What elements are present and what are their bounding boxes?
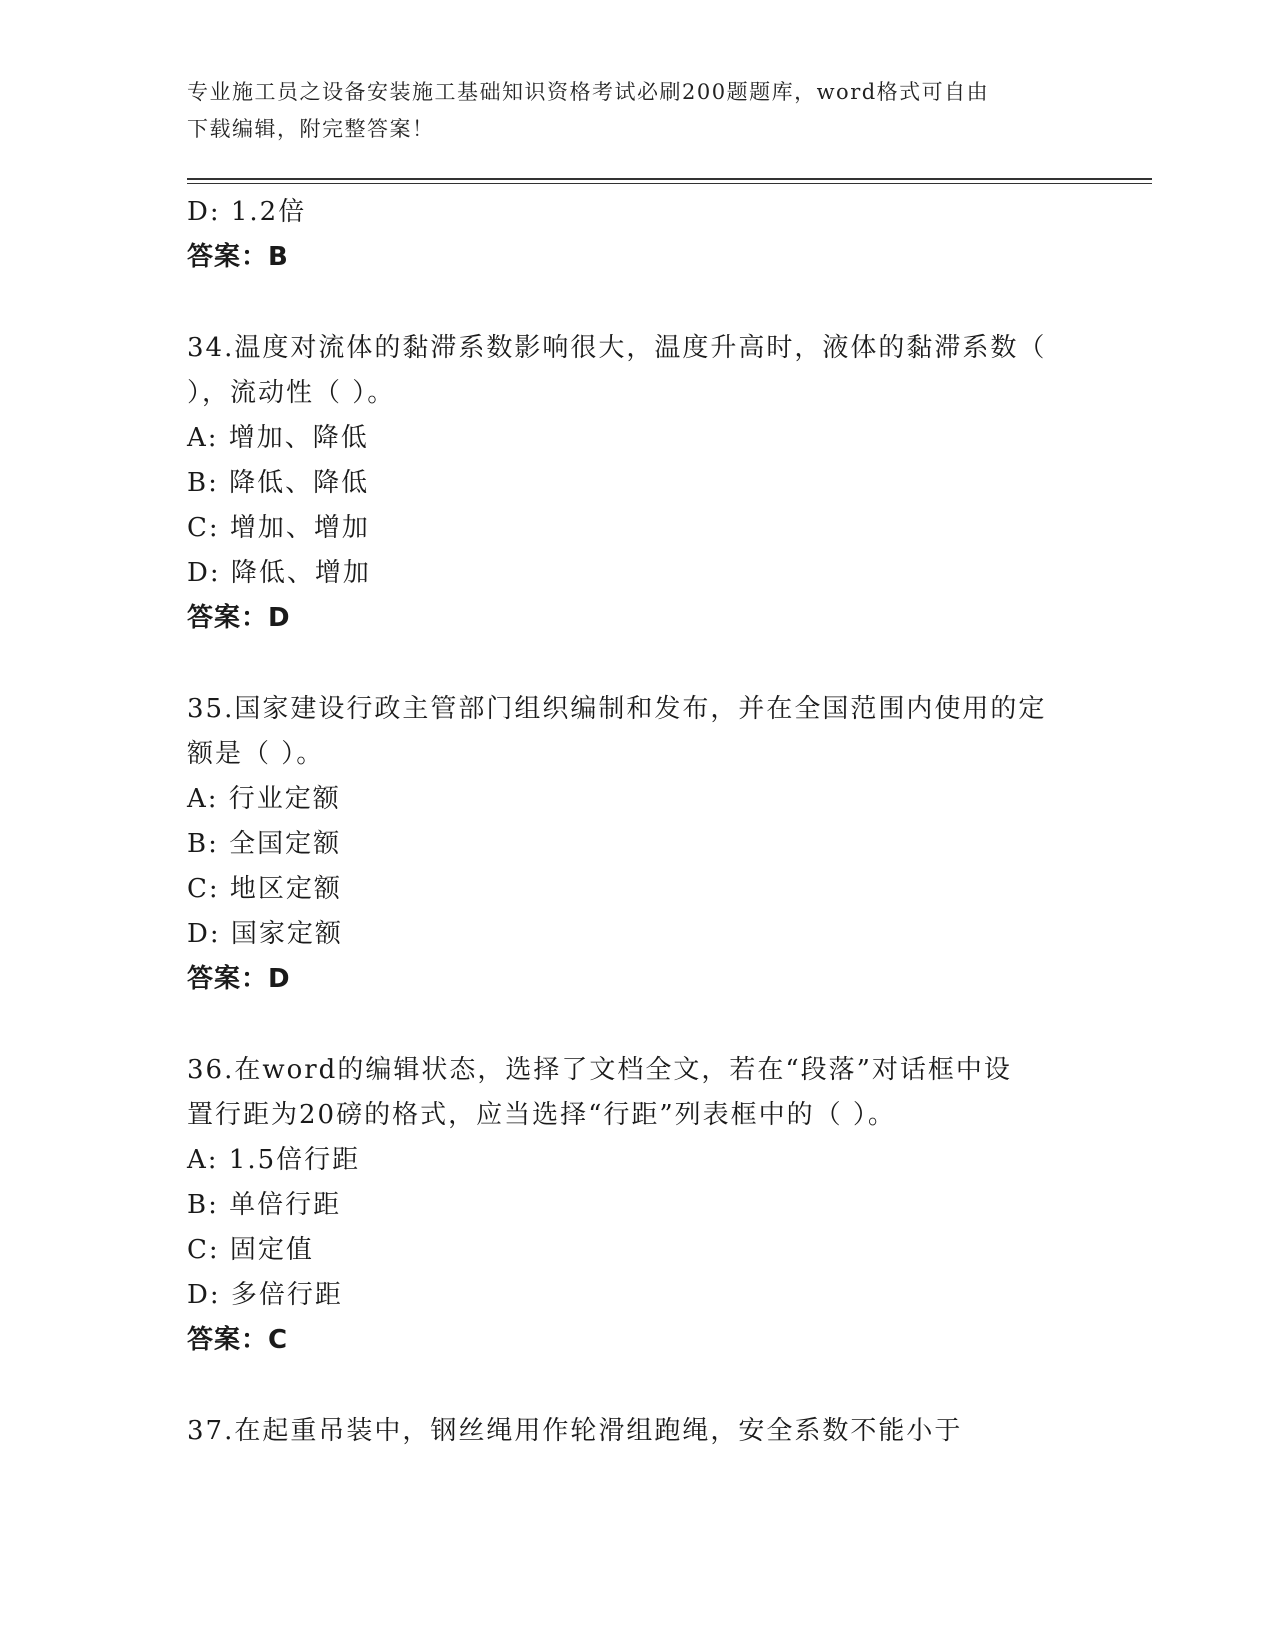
question-36-option-b: B: 单倍行距	[187, 1190, 342, 1220]
question-34-stem-1: 34.温度对流体的黏滞系数影响很大，温度升高时，液体的黏滞系数（	[187, 333, 1047, 363]
question-36-option-a: A: 1.5倍行距	[187, 1145, 361, 1175]
question-36-option-d: D: 多倍行距	[187, 1280, 343, 1310]
question-35-stem-1: 35.国家建设行政主管部门组织编制和发布，并在全国范围内使用的定	[187, 694, 1047, 724]
question-35-answer: 答案：D	[187, 964, 291, 994]
question-37	[187, 1409, 1087, 1454]
document-header	[187, 74, 1067, 148]
question-36-option-c: C: 固定值	[187, 1235, 314, 1265]
question-34-option-b: B: 降低、降低	[187, 468, 370, 498]
question-34-stem-2: ），流动性（ ）。	[187, 378, 396, 408]
header-line-1: 专业施工员之设备安装施工基础知识资格考试必刷200题题库，word格式可自由	[187, 80, 990, 104]
question-36-stem-1: 36.在word的编辑状态，选择了文档全文，若在“段落”对话框中设	[187, 1055, 1012, 1085]
spacer	[187, 280, 1087, 326]
question-35	[187, 687, 1087, 1002]
question-34	[187, 326, 1087, 641]
question-36-answer: 答案：C	[187, 1325, 289, 1355]
header-rule-thick	[187, 178, 1152, 180]
prev-answer: 答案：B	[187, 242, 289, 272]
spacer	[187, 1002, 1087, 1048]
spacer	[187, 1363, 1087, 1409]
spacer	[187, 641, 1087, 687]
question-35-option-d: D: 国家定额	[187, 919, 343, 949]
question-list	[187, 190, 1087, 1454]
header-rule-thin	[187, 183, 1152, 184]
question-37-stem-1: 37.在起重吊装中，钢丝绳用作轮滑组跑绳，安全系数不能小于	[187, 1416, 963, 1446]
header-line-2: 下载编辑，附完整答案！	[187, 117, 435, 141]
prev-option-d: D: 1.2倍	[187, 197, 307, 227]
question-34-option-d: D: 降低、增加	[187, 558, 371, 588]
question-36	[187, 1048, 1087, 1363]
question-34-answer: 答案：D	[187, 603, 291, 633]
question-35-option-b: B: 全国定额	[187, 829, 342, 859]
question-35-option-a: A: 行业定额	[187, 784, 341, 814]
question-36-stem-2: 置行距为20磅的格式，应当选择“行距”列表框中的（ ）。	[187, 1100, 896, 1130]
question-34-option-a: A: 增加、降低	[187, 423, 369, 453]
question-34-option-c: C: 增加、增加	[187, 513, 370, 543]
question-35-stem-2: 额是（ ）。	[187, 739, 325, 769]
question-35-option-c: C: 地区定额	[187, 874, 342, 904]
